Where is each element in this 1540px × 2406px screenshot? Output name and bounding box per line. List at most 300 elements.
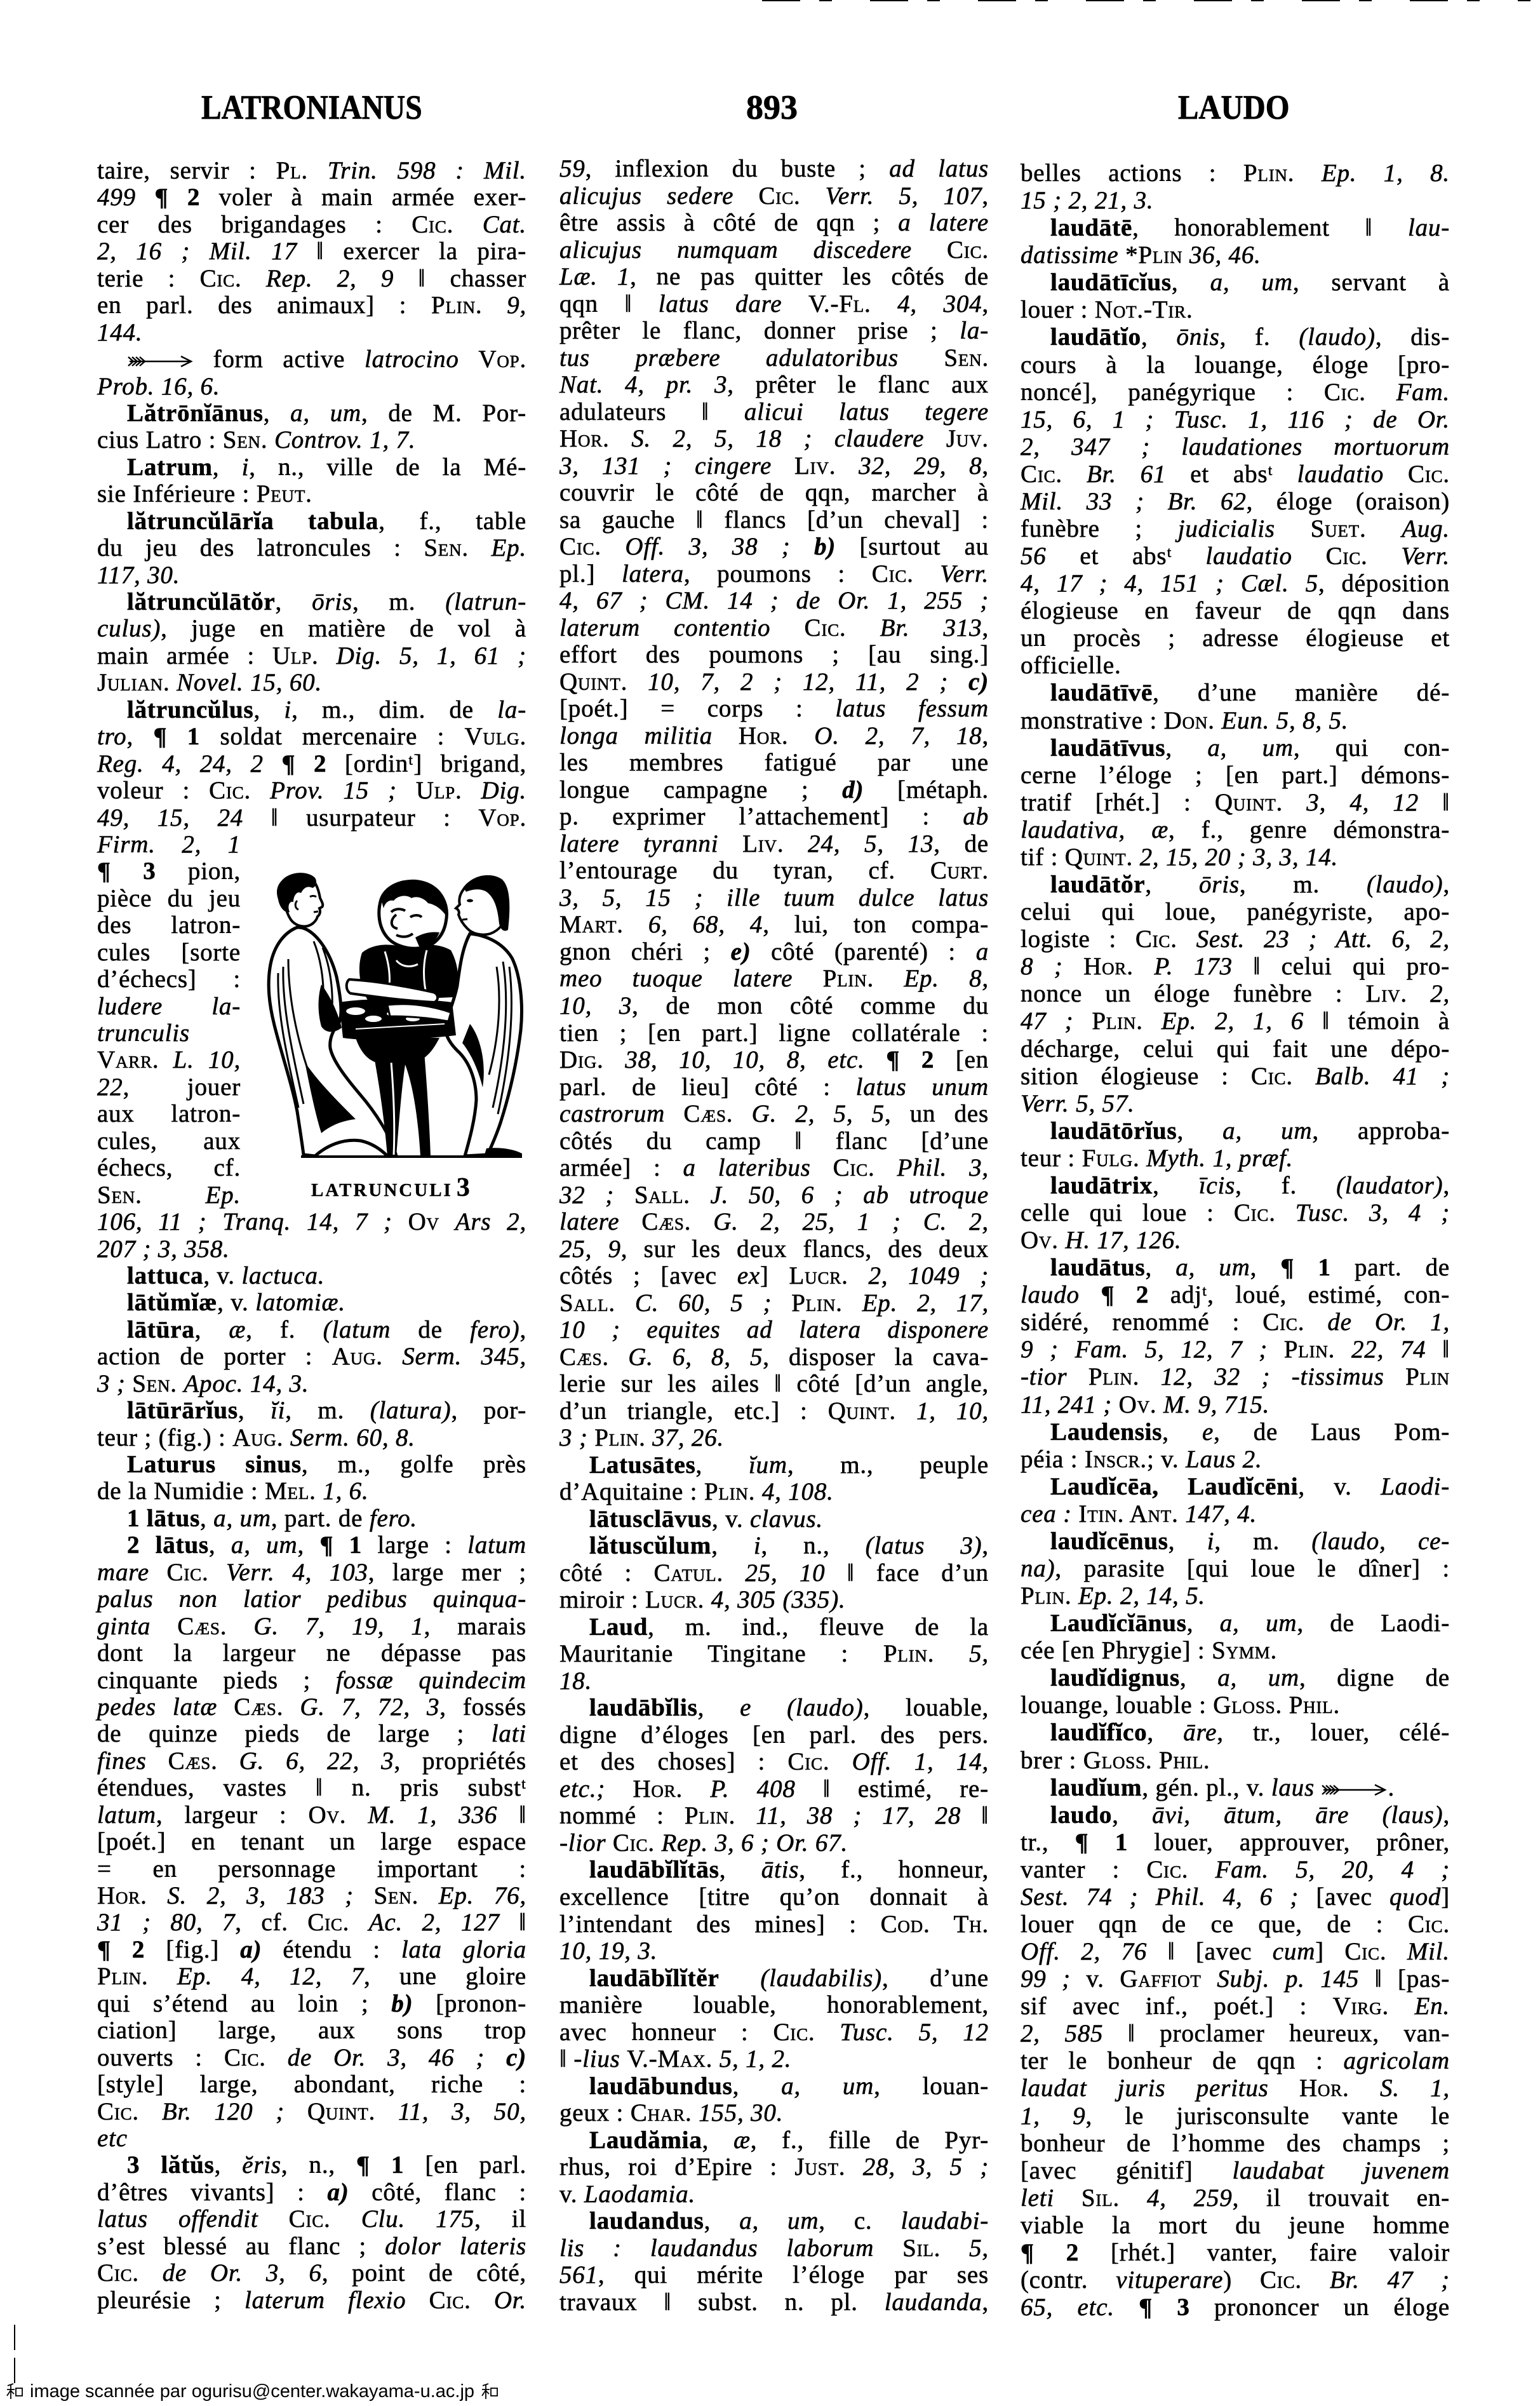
italic-text: C. 60, 5 ; xyxy=(634,1289,772,1317)
author-abbrev: Plin. xyxy=(1283,1336,1336,1364)
text-line: tratif [rhét.] : Quint. 3, 4, 12 ‖ xyxy=(1021,788,1450,816)
author-abbrev: Hor. xyxy=(633,1775,683,1803)
text-line: latere tyranni Liv. 24, 5, 13, de xyxy=(559,830,989,857)
italic-text: 3 ; xyxy=(559,1424,588,1452)
italic-text: la- xyxy=(960,317,989,345)
author-abbrev: Hor. xyxy=(1299,2074,1349,2102)
author-abbrev: Cic. xyxy=(412,210,454,238)
author-abbrev: Cæs. xyxy=(168,1747,218,1775)
text-line: ciation] large, aux sons trop xyxy=(97,2017,526,2045)
italic-text: latum xyxy=(467,1531,527,1559)
text-line: (contr. vituperare) Cic. Br. 47 ; xyxy=(1021,2266,1450,2294)
italic-text: a, um xyxy=(1222,1117,1313,1145)
italic-text: i xyxy=(241,453,250,481)
italic-text: Ep. 1, 8. xyxy=(1321,159,1450,187)
subsense-letter: e) xyxy=(730,938,751,965)
author-abbrev: Itin. Ant. xyxy=(1078,1500,1179,1528)
text-line: ‖ -lius V.-Max. 5, 1, 2. xyxy=(559,2045,792,2073)
text-line: laudĭdignus, a, um, digne de xyxy=(1050,1664,1450,1692)
text-line: Mil. 33 ; Br. 62, éloge (oraison) xyxy=(1021,487,1450,515)
italic-text: (latrun- xyxy=(445,588,526,615)
italic-text: Br. 313 xyxy=(880,614,982,642)
italic-text: 12, 32 ; -tissimus xyxy=(1160,1363,1384,1391)
text-line: cours à la louange, éloge [pro- xyxy=(1021,351,1450,379)
text-line xyxy=(1021,1500,1450,1528)
italic-text: laudatio xyxy=(1297,460,1384,488)
italic-text: Br. 61 xyxy=(1086,460,1167,488)
author-abbrev: Julian. xyxy=(97,669,170,697)
text-line: cius Latro : Sen. Controv. 1, 7. xyxy=(97,426,416,454)
italic-text: a, um xyxy=(1210,269,1293,297)
author-abbrev: Catul. xyxy=(653,1559,724,1587)
text-line: [style] large, abondant, riche : xyxy=(97,2071,526,2099)
headword: laudandus xyxy=(589,2207,704,2235)
author-abbrev: V.-Fl. xyxy=(808,290,871,318)
author-abbrev: Cic. xyxy=(1323,378,1366,406)
wa-kanji-mark-icon xyxy=(481,2382,499,2400)
text-line: laudo ¶ 2 adjᵗ, loué, estimé, con- xyxy=(1021,1281,1450,1309)
text-line: main armée : Ulp. Dig. 5, 1, 61 ; xyxy=(97,642,526,669)
italic-text: (latus 3) xyxy=(865,1532,982,1560)
text-line: qui s’étend au loin ; b) [pronon- xyxy=(97,1989,526,2017)
italic-text: 4, 108. xyxy=(761,1478,834,1506)
author-abbrev: Quint. xyxy=(1214,788,1283,816)
dictionary-entry xyxy=(1021,1528,1450,1610)
text-line: 8 ; Hor. P. 173 ‖ celui qui pro- xyxy=(1021,953,1450,981)
italic-text: 3, 4, 12 xyxy=(1306,788,1419,816)
italic-text: fossæ quindecim xyxy=(335,1666,526,1694)
italic-text: i xyxy=(284,696,292,723)
italic-text: 144. xyxy=(97,318,143,346)
italic-text: latus fessum xyxy=(835,695,989,723)
feathered-arrow-icon xyxy=(127,354,194,368)
italic-text: Clu. 175 xyxy=(361,2205,475,2233)
italic-text: Laodamia. xyxy=(584,2180,696,2208)
dictionary-entry xyxy=(97,1263,526,1289)
italic-text: 5, xyxy=(969,1640,989,1668)
italic-text: dolor lateris xyxy=(385,2232,526,2260)
dictionary-entry xyxy=(1021,1774,1450,1801)
text-line: celui qui loue, panégyriste, apo- xyxy=(1021,898,1450,926)
italic-text: latum xyxy=(97,1801,156,1829)
italic-text: 561 xyxy=(559,2261,598,2289)
author-abbrev: Peut. xyxy=(256,480,312,508)
text-line: mare Cic. Verr. 4, 103, large mer ; xyxy=(97,1558,526,1586)
italic-text: 8 ; xyxy=(1021,953,1063,981)
italic-text: leti xyxy=(1021,2184,1055,2212)
text-line: taire, servir : Pl. Trin. 598 : Mil. xyxy=(97,157,526,184)
italic-text: laus xyxy=(1271,1773,1315,1801)
headword: laudātōrĭus xyxy=(1050,1117,1177,1145)
italic-text: Novel. 15, 60. xyxy=(177,669,322,697)
dictionary-entry xyxy=(1021,1418,1450,1473)
text-line: 10, 3, de mon côté comme du xyxy=(559,991,989,1019)
italic-text: i xyxy=(753,1532,761,1560)
italic-text: Verr. 5, 57. xyxy=(1021,1089,1135,1117)
italic-text: a latere xyxy=(898,209,989,237)
text-line: 65, etc. ¶ 3 prononcer un éloge xyxy=(1021,2294,1450,2322)
italic-text: Phil. 3, xyxy=(897,1154,989,1182)
headword: laudābĭlĭtās xyxy=(589,1856,720,1884)
text-line: l’entourage du tyran, cf. Curt. xyxy=(559,857,989,885)
dictionary-entry xyxy=(559,2127,989,2208)
italic-text: a, um xyxy=(1219,1610,1297,1637)
text-line xyxy=(97,1209,526,1235)
headword: Laudămia xyxy=(589,2126,702,2154)
author-abbrev: Sall. xyxy=(559,1289,615,1317)
italic-text: 37, 26. xyxy=(652,1424,725,1452)
latrunculi-figure xyxy=(241,831,526,1208)
text-line: nonce un éloge funèbre : Liv. 2, xyxy=(1021,980,1450,1008)
italic-text: 22, 74 xyxy=(1351,1336,1426,1364)
italic-text: Dig. 5, 1, 61 ; xyxy=(336,642,526,669)
italic-text: (laudo) xyxy=(1367,871,1443,899)
italic-text: latus dare xyxy=(658,290,782,318)
headword: 2 lātus xyxy=(127,1531,209,1559)
headword: laudĭcēnus xyxy=(1050,1527,1168,1555)
text-line: prêter le flanc, donner prise ; la- xyxy=(559,317,989,345)
author-abbrev: Liv. xyxy=(794,452,836,480)
dictionary-entry xyxy=(97,1317,526,1397)
italic-text: etc xyxy=(97,2124,128,2152)
subsense-letter: b) xyxy=(814,533,836,561)
text-line: pl.] latera, poumons : Cic. Verr. xyxy=(559,560,989,588)
italic-text: 6, 68, 4 xyxy=(648,911,763,939)
dictionary-entry xyxy=(1021,269,1450,323)
text-line xyxy=(559,1209,989,1236)
text-line: d’échecs] : xyxy=(97,965,241,993)
text-line: élogieuse en faveur de qqn dans xyxy=(1021,597,1450,625)
text-line xyxy=(97,319,526,346)
author-abbrev: Cic. xyxy=(1250,1062,1293,1090)
running-head-right: LAUDO xyxy=(1178,88,1290,126)
author-abbrev: Cic. xyxy=(97,2097,139,2125)
italic-text: īcis xyxy=(1198,1171,1236,1199)
italic-text: Tusc. 5, 12 xyxy=(840,2018,989,2046)
italic-text: a, um xyxy=(231,1531,298,1559)
author-abbrev: Sen. xyxy=(97,1181,142,1209)
author-abbrev: Ulp. xyxy=(415,777,462,805)
column-2 xyxy=(559,156,989,2316)
text-line xyxy=(559,2235,989,2262)
headword: lattuca xyxy=(127,1261,204,1289)
author-abbrev: Lucr. xyxy=(789,1262,848,1290)
sense-marker: ¶ 1 xyxy=(356,2151,405,2179)
text-line: latum, largeur : Ov. M. 1, 336 ‖ xyxy=(97,1801,526,1829)
author-abbrev: Cic. xyxy=(97,2259,139,2287)
text-line: leti Sil. 4, 259, il trouvait en- xyxy=(1021,2184,1450,2212)
scan-artifact-left-edge xyxy=(14,2325,15,2388)
italic-text: Ep. 8, xyxy=(904,965,989,993)
italic-text: tus præbere adulatoribus xyxy=(559,344,899,372)
italic-text: Laodi- xyxy=(1381,1472,1450,1500)
italic-text: H. 17, 126. xyxy=(1065,1227,1182,1254)
italic-text: 3, 5, 15 ; ille tuum dulce latus xyxy=(559,884,989,911)
author-abbrev: Sen. xyxy=(424,534,469,562)
italic-text: 2, 347 ; laudationes mortuorum xyxy=(1021,433,1450,460)
italic-text: Br. 120 ; xyxy=(161,2097,285,2125)
italic-text: lau- xyxy=(1407,214,1450,242)
text-line: Cic. Br. 61 et absᵗ laudatio Cic. xyxy=(1021,460,1450,488)
text-line: 99 ; v. Gaffiot Subj. p. 145 ‖ [pas- xyxy=(1021,1965,1450,1993)
headword: laudābundus xyxy=(589,2072,733,2100)
author-abbrev: Hor. xyxy=(97,1882,147,1909)
figure-caption-number: 3 xyxy=(456,1173,470,1202)
italic-text: fero) xyxy=(470,1315,520,1343)
italic-text: 2, xyxy=(1430,980,1450,1008)
italic-text: latere tyranni xyxy=(559,830,719,857)
dictionary-entry xyxy=(1021,734,1450,871)
author-abbrev: Cic. xyxy=(1021,460,1062,488)
italic-text: 32 ; xyxy=(559,1181,615,1209)
text-line: 561, qui mérite l’éloge par ses xyxy=(559,2261,989,2289)
text-line: tien ; [en part.] ligne collatérale : xyxy=(559,1019,989,1047)
italic-text: (latum xyxy=(323,1315,391,1343)
italic-text: 10 ; equites ad latera disponere xyxy=(559,1316,989,1344)
italic-text: laudativa, æ xyxy=(1021,816,1169,843)
author-abbrev: Symm. xyxy=(1212,1637,1278,1665)
italic-text: En. xyxy=(1414,1993,1450,2020)
dictionary-entry xyxy=(97,454,526,508)
italic-text: G. 2, 5, 5 xyxy=(751,1100,885,1128)
text-line: cerne l’éloge ; [en part.] démons- xyxy=(1021,761,1450,789)
dictionary-entry xyxy=(559,1614,989,1695)
italic-text: 65, etc. xyxy=(1021,2294,1115,2322)
headword: Laudĭcĭānus xyxy=(1050,1610,1187,1637)
text-line xyxy=(559,1830,989,1857)
italic-text: a, um xyxy=(1207,734,1294,762)
headword: Latusātes xyxy=(589,1451,696,1479)
author-abbrev: Cæs. xyxy=(234,1693,284,1721)
italic-text: mare xyxy=(97,1558,149,1586)
text-line: [avec génitif] laudabat juvenem xyxy=(1021,2156,1450,2184)
text-line: décharge, celui qui fait une dépo- xyxy=(1021,1035,1450,1063)
text-line: 25, 9, sur les deux flancs, des deux xyxy=(559,1235,989,1263)
author-abbrev: Cic. xyxy=(787,1748,830,1776)
italic-text: Subj. p. 145 xyxy=(1217,1965,1360,1993)
author-abbrev: Liv. xyxy=(1365,980,1407,1008)
headword: lātūrārĭus xyxy=(127,1397,238,1425)
author-abbrev: Ulp. xyxy=(272,642,319,669)
text-line: laudātōrĭus, a, um, approba- xyxy=(1050,1117,1450,1145)
italic-text: ab xyxy=(963,803,989,831)
headword: lătruncŭlārĭa tabula xyxy=(127,507,379,535)
text-line: noncé], panégyrique : Cic. Fam. xyxy=(1021,378,1450,406)
text-line: laudābĭlĭtĕr (laudabilis), d’une xyxy=(589,1964,989,1992)
headword: lātŭmĭæ xyxy=(127,1289,218,1317)
italic-text: 106, 11 ; Tranq. 14, 7 ; xyxy=(97,1208,392,1236)
dictionary-entry xyxy=(97,1451,526,1505)
author-abbrev: Sen. xyxy=(373,1882,419,1909)
author-abbrev: Mart. xyxy=(559,911,624,939)
text-line: qqn ‖ latus dare V.-Fl. 4, 304, xyxy=(559,290,989,318)
text-line: un procès ; adresse élogieuse et xyxy=(1021,624,1450,652)
italic-text: 24, 5, 13 xyxy=(808,830,934,857)
text-line xyxy=(97,1586,526,1613)
italic-text: 49, 15, 24 xyxy=(97,803,244,831)
author-abbrev: Cic. xyxy=(1344,1938,1387,1966)
author-abbrev: Aug. xyxy=(232,1423,284,1451)
author-abbrev: Cic. xyxy=(1408,1911,1450,1938)
italic-text: āre xyxy=(1183,1719,1217,1747)
text-line xyxy=(559,1290,989,1317)
headword: Lătrōnĭānus xyxy=(127,399,264,427)
text-line: laudābĭlĭtās, ātis, f., honneur, xyxy=(589,1856,989,1884)
author-abbrev: Cæs. xyxy=(177,1612,227,1640)
text-line: 9 ; Fam. 5, 12, 7 ; Plin. 22, 74 ‖ xyxy=(1021,1336,1450,1364)
text-line xyxy=(1021,406,1450,433)
text-line: ter le bonheur de qqn : agricolam xyxy=(1021,2047,1450,2075)
text-line: v. Laodamia. xyxy=(559,2180,696,2208)
italic-text: M. 9, 715. xyxy=(1163,1390,1270,1418)
italic-text: judicialis xyxy=(1177,515,1275,543)
text-line: laudātŏr, ōris, m. (laudo), xyxy=(1050,871,1450,899)
text-line xyxy=(1021,433,1450,460)
author-abbrev: Cic. xyxy=(758,182,801,210)
author-abbrev: Vop. xyxy=(478,346,526,373)
text-line: alicujus sedere Cic. Verr. 5, 107, xyxy=(559,182,989,210)
italic-text: 36, 46. xyxy=(1189,241,1261,269)
text-line: lerie sur les ailes ‖ côté [d’un angle, xyxy=(559,1370,989,1398)
author-abbrev: Cic. xyxy=(166,1558,209,1586)
italic-text: Verr. 4, 103 xyxy=(226,1558,368,1586)
text-line xyxy=(97,1236,526,1263)
author-abbrev: Pl. xyxy=(276,157,308,184)
dictionary-entry xyxy=(97,589,526,697)
dictionary-entry xyxy=(559,1695,989,1857)
author-abbrev: Sen. xyxy=(222,426,268,454)
italic-text: G. 7, 19, 1 xyxy=(253,1612,424,1640)
subsense-letter: d) xyxy=(842,776,864,803)
author-abbrev: Curt. xyxy=(930,857,989,885)
italic-text: Cat. xyxy=(482,210,526,238)
italic-text: na) xyxy=(1021,1554,1055,1582)
author-abbrev: Plin. xyxy=(1092,1007,1143,1035)
author-abbrev: Dig. xyxy=(559,1046,604,1074)
italic-text: ōnis xyxy=(1176,323,1220,351)
text-line: cinquante pieds ; fossæ quindecim xyxy=(97,1666,526,1694)
text-line: Cic. de Or. 3, 6, point de côté, xyxy=(97,2259,526,2287)
italic-text: latus unum xyxy=(855,1073,989,1101)
author-abbrev: Plin xyxy=(1405,1363,1450,1391)
text-line xyxy=(97,373,526,400)
text-line xyxy=(559,588,989,615)
subsense-letter: c) xyxy=(968,668,989,696)
italic-text: alicui latus tegere xyxy=(744,398,989,426)
text-line: laterum contentio Cic. Br. 313, xyxy=(559,614,989,642)
italic-text: 10, 19, 3. xyxy=(559,1937,658,1965)
italic-text: Or. xyxy=(493,2286,526,2314)
text-line: sif avec inf., poét.] : Virg. En. xyxy=(1021,1993,1450,2020)
author-abbrev: Plin. xyxy=(704,1478,756,1506)
subsense-letter: a) xyxy=(327,2178,349,2206)
author-abbrev: Cic. xyxy=(947,236,989,264)
figure-caption xyxy=(311,1173,470,1202)
text-line xyxy=(97,1883,526,1909)
text-line: Off. 2, 76 ‖ [avec cum] Cic. Mil. xyxy=(1021,1938,1450,1966)
italic-text: J. 50, 6 ; ab utroque xyxy=(710,1181,989,1209)
italic-text: G. 6, 22, 3 xyxy=(239,1747,394,1775)
author-abbrev: Liv. xyxy=(742,830,784,857)
italic-text: Br. 47 ; xyxy=(1329,2266,1450,2294)
text-line: laudātīvus, a, um, qui con- xyxy=(1050,734,1450,762)
text-line xyxy=(97,669,526,696)
dictionary-entry xyxy=(559,1965,989,2073)
author-abbrev: Plin. xyxy=(791,1289,843,1317)
italic-text: 1, 10, xyxy=(916,1397,989,1425)
italic-text: Mil. xyxy=(1407,1938,1450,1966)
italic-text: 499 xyxy=(97,184,136,212)
italic-text: a, um xyxy=(739,2207,819,2235)
italic-text: -tior xyxy=(1021,1363,1068,1391)
italic-text: tro xyxy=(97,723,127,751)
author-abbrev: Cæs. xyxy=(641,1208,692,1236)
author-abbrev: Mel. xyxy=(265,1477,316,1505)
headword: laudābĭlĭtĕr xyxy=(589,1964,720,1992)
italic-text: M. 1, 336 xyxy=(368,1801,498,1829)
text-line: laudābundus, a, um, louan- xyxy=(589,2072,989,2100)
author-abbrev: Cic. xyxy=(224,2043,266,2071)
author-abbrev: Vulg. xyxy=(464,723,526,751)
text-line: sie Inférieure : Peut. xyxy=(97,480,312,508)
text-line: laudativa, æ, f., genre démonstra- xyxy=(1021,816,1450,843)
text-line xyxy=(1021,1363,1450,1390)
text-line: du jeu des latroncules : Sen. Ep. xyxy=(97,534,526,562)
italic-text: (laudator) xyxy=(1336,1171,1443,1199)
italic-text: 4, 305 (335). xyxy=(711,1586,846,1614)
author-abbrev: Cæs. xyxy=(559,1343,609,1371)
italic-text: longa militia xyxy=(559,722,713,749)
author-abbrev: Gloss. Phil. xyxy=(1083,1746,1210,1774)
italic-text: Rep. 2, 9 xyxy=(265,264,394,292)
dictionary-entry xyxy=(1021,214,1450,269)
feathered-arrow-icon xyxy=(1321,1783,1388,1797)
italic-text: S. 1, xyxy=(1379,2074,1450,2102)
italic-text: (laudabilis) xyxy=(760,1964,882,1992)
italic-text: fines xyxy=(97,1747,147,1775)
italic-text: G. 6, 8, 5 xyxy=(628,1343,763,1371)
headword: laudĭfĭco xyxy=(1050,1719,1148,1747)
text-line: côtés ; [avec ex] Lucr. 2, 1049 ; xyxy=(559,1262,989,1290)
italic-text: Prob. 16, 6. xyxy=(97,372,220,400)
sense-marker: ¶ 1 xyxy=(319,1531,363,1559)
text-line: Cæs. G. 6, 8, 5, disposer la cava- xyxy=(559,1343,989,1371)
text-line: 2, 585 ‖ proclamer heureux, van- xyxy=(1021,2020,1450,2048)
italic-text: palus non latior pedibus quinqua- xyxy=(97,1585,526,1613)
text-line: 59, inflexion du buste ; ad latus xyxy=(559,155,989,182)
text-line: louer qqn de ce que, de : Cic. xyxy=(1021,1911,1450,1938)
text-line: laudātrix, īcis, f. (laudator), xyxy=(1050,1171,1450,1199)
italic-text: a, um xyxy=(213,1504,271,1532)
italic-text: Myth. 1, præf. xyxy=(1146,1144,1294,1172)
text-line: na), parasite [qui loue le dîner] : xyxy=(1021,1554,1450,1582)
author-abbrev: Cic. xyxy=(871,560,914,588)
text-line: adulateurs ‖ alicui latus tegere xyxy=(559,398,989,426)
text-line: l’intendant des mines] : Cod. Th. xyxy=(559,1910,989,1938)
italic-text: Off. 1, 14, xyxy=(852,1748,989,1776)
text-line: Laturus sinus, m., golfe près xyxy=(127,1451,527,1478)
headword: laudĭum xyxy=(1050,1773,1142,1801)
text-line: tro, ¶ 1 soldat mercenaire : Vulg. xyxy=(97,723,526,751)
text-line: ginta Cæs. G. 7, 19, 1, marais xyxy=(97,1612,526,1640)
text-line xyxy=(559,345,989,372)
italic-text: Reg. 4, 24, 2 xyxy=(97,749,264,777)
italic-text: 11, 3, 50, xyxy=(398,2097,526,2125)
text-line: form active latrocino Vop. xyxy=(97,346,526,373)
italic-text: 4, 67 ; CM. 14 ; de Or. 1, 255 ; xyxy=(559,587,989,615)
italic-text: 4, 304 xyxy=(897,290,982,318)
text-line: des latron- xyxy=(97,911,241,939)
